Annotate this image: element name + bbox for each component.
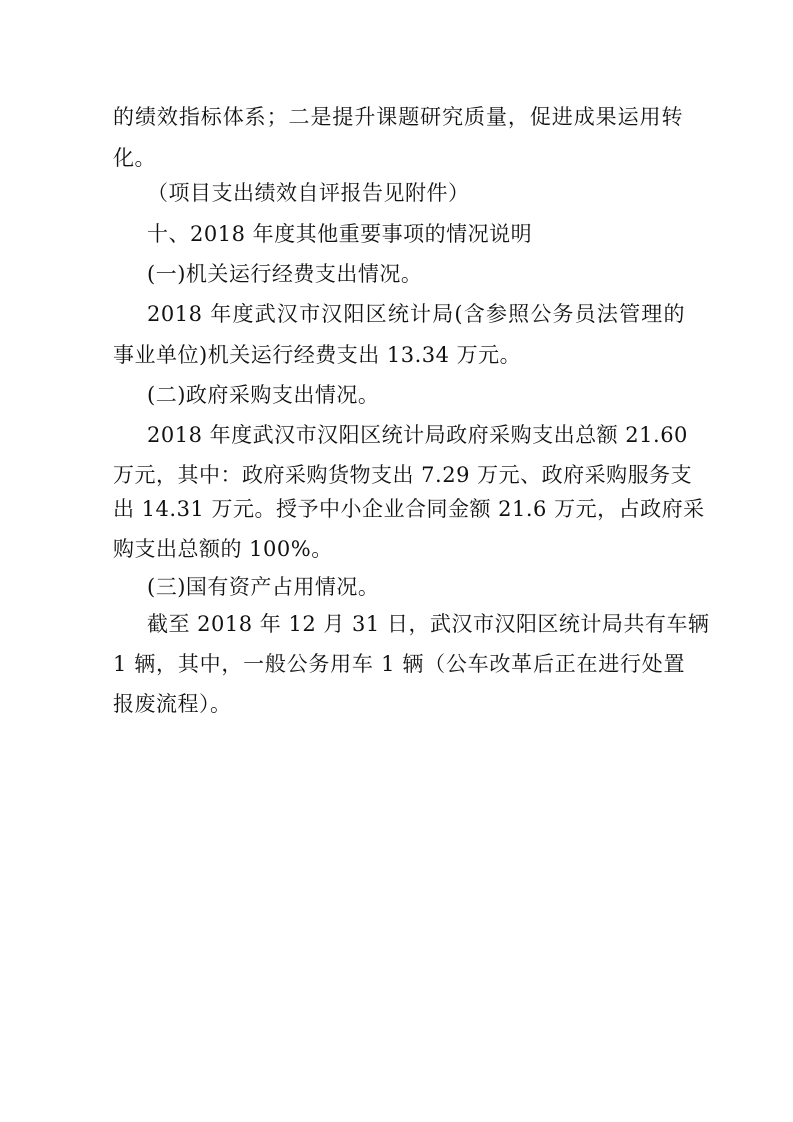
paragraph-line: 2018 年度武汉市汉阳区统计局政府采购支出总额 21.60 <box>147 423 688 447</box>
subsection-heading: (一)机关运行经费支出情况。 <box>147 262 423 286</box>
paragraph-line: 2018 年度武汉市汉阳区统计局(含参照公务员法管理的 <box>147 302 685 326</box>
paragraph-line: 万元，其中：政府采购货物支出 7.29 万元、政府采购服务支 <box>113 463 693 487</box>
section-heading: 十、2018 年度其他重要事项的情况说明 <box>147 222 533 246</box>
paragraph-line: 出 14.31 万元。授予中小企业合同金额 21.6 万元，占政府采 <box>113 497 705 521</box>
subsection-heading: (三)国有资产占用情况。 <box>147 575 380 599</box>
attachment-note: （项目支出绩效自评报告见附件） <box>147 181 470 205</box>
paragraph-line: 化。 <box>113 146 156 170</box>
paragraph-line: 购支出总额的 100%。 <box>113 537 333 561</box>
paragraph-line: 的绩效指标体系；二是提升课题研究质量，促进成果运用转 <box>113 105 683 129</box>
paragraph-line: 报废流程）。 <box>113 692 232 716</box>
subsection-heading: (二)政府采购支出情况。 <box>147 383 380 407</box>
paragraph-line: 事业单位)机关运行经费支出 13.34 万元。 <box>113 343 522 367</box>
paragraph-line: 截至 2018 年 12 月 31 日，武汉市汉阳区统计局共有车辆 <box>147 612 710 636</box>
paragraph-line: 1 辆，其中，一般公务用车 1 辆（公车改革后正在进行处置 <box>113 652 685 676</box>
